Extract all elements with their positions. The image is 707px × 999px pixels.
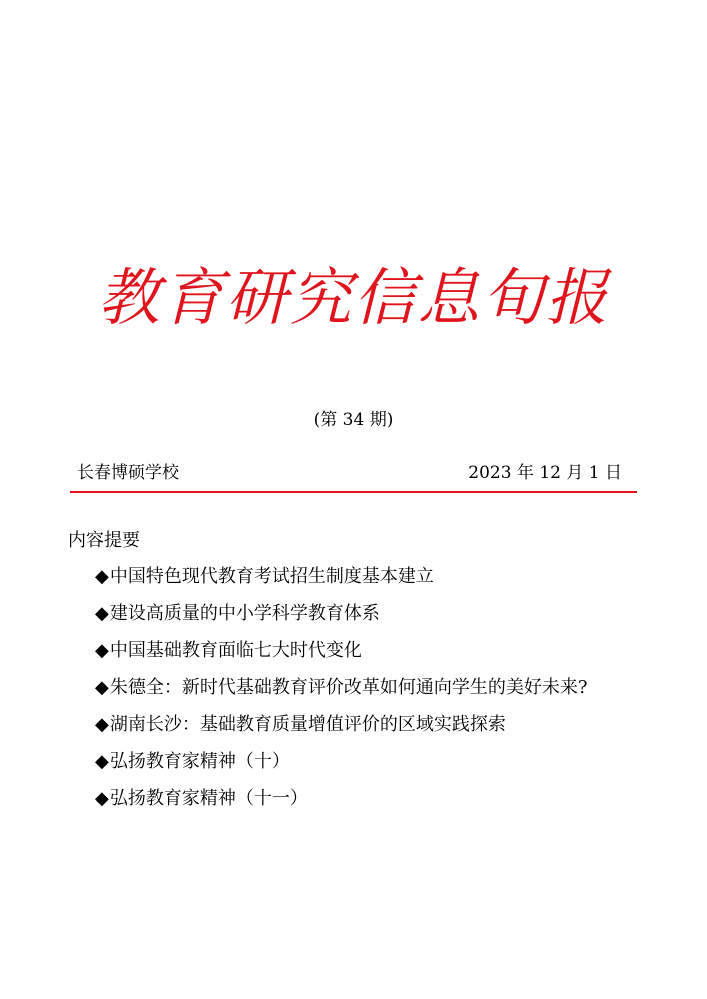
diamond-bullet-icon: ◆	[95, 566, 109, 587]
diamond-bullet-icon: ◆	[95, 640, 109, 661]
masthead-title: 教育研究信息旬报	[97, 261, 610, 334]
toc-item	[95, 564, 655, 601]
diamond-bullet-icon: ◆	[95, 751, 109, 772]
toc-item	[95, 786, 655, 823]
toc-item-text: 中国基础教育面临七大时代变化	[109, 640, 362, 661]
diamond-bullet-icon: ◆	[95, 603, 109, 624]
toc-item-text: 湖南长沙：基础教育质量增值评价的区域实践探索	[109, 714, 506, 735]
toc-list	[95, 564, 655, 823]
issue-number: (第 34 期)	[313, 410, 394, 430]
diamond-bullet-icon: ◆	[95, 677, 109, 698]
publication-header	[77, 460, 622, 486]
toc-item	[95, 712, 655, 749]
diamond-bullet-icon: ◆	[95, 788, 109, 809]
toc-item-text: 弘扬教育家精神（十）	[109, 751, 290, 772]
diamond-bullet-icon: ◆	[95, 714, 109, 735]
school-name: 长春博硕学校	[77, 463, 179, 483]
toc-item	[95, 749, 655, 786]
toc-heading: 内容提要	[68, 530, 140, 551]
header-divider	[70, 491, 637, 493]
toc-item-text: 中国特色现代教育考试招生制度基本建立	[109, 566, 434, 587]
toc-item-text: 建设高质量的中小学科学教育体系	[109, 603, 380, 624]
toc-item-text: 朱德全：新时代基础教育评价改革如何通向学生的美好未来?	[109, 677, 588, 698]
publication-date: 2023 年 12 月 1 日	[468, 463, 622, 483]
toc-item	[95, 638, 655, 675]
toc-item-text: 弘扬教育家精神（十一）	[109, 788, 308, 809]
toc-item	[95, 601, 655, 638]
toc-item	[95, 675, 655, 712]
